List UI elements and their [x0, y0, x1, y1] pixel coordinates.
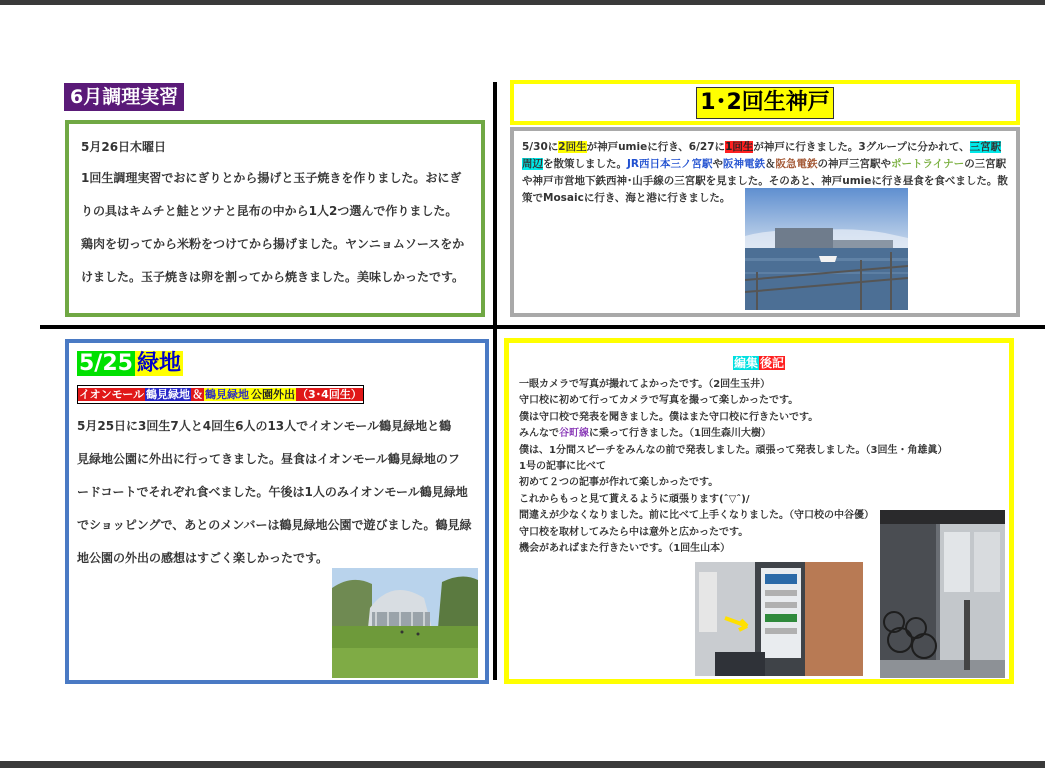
editor-title-a: 編集 — [733, 356, 758, 370]
editor-line: 僕は守口校で発表を聞きました。僕はまた守口校に行きたいです。 — [519, 411, 819, 423]
cooking-title: 6月調理実習 — [64, 83, 184, 111]
kobe-text-part: 1回生 — [725, 141, 754, 153]
kobe-text-part: が神戸に行きました。3グループに分かれて、 — [753, 141, 970, 153]
editor-title — [519, 353, 999, 373]
top-bar — [0, 0, 1045, 5]
kobe-text-part: ＆ — [765, 158, 776, 170]
editor-line: 1号の記事に比べて — [519, 461, 606, 473]
editor-article — [504, 338, 1014, 684]
cooking-article — [65, 120, 485, 317]
tsurumi-subtitle-part: 鶴見緑地 — [146, 388, 191, 401]
kobe-title-frame — [510, 80, 1020, 125]
kobe-text-part: の三宮駅や神戸市営地下鉄西神･山手線の三宮駅を見ました。そのあと、神戸umieに行き昼食を食べました。散策でMosaicに行き、海と港に行きました。 — [522, 158, 1008, 204]
tsurumi-subtitle-part: （3･4回生） — [297, 388, 362, 401]
park-photo — [332, 568, 478, 678]
tsurumi-title-place: 緑地 — [136, 351, 181, 376]
tsurumi-line: 地公園の外出の感想はすごく楽しかったです。 — [77, 551, 329, 565]
tsurumi-line: でショッピングで、あとのメンバーは鶴見緑地公園で遊びました。鶴見緑 — [77, 518, 472, 532]
horizontal-divider — [40, 325, 1045, 329]
cooking-line: 鶏肉を切ってから米粉をつけてから揚げました。ヤンニョムソースをか — [81, 237, 465, 251]
editor-line: 一眼カメラで写真が撮れてよかったです。（2回生玉井） — [519, 379, 771, 390]
tsurumi-subtitle-part: 公園外出 — [251, 388, 296, 401]
tsurumi-body — [77, 410, 477, 575]
kobe-text-part: 阪神電鉄 — [723, 158, 765, 170]
tsurumi-subtitle-part: 鶴見緑地 — [205, 388, 250, 401]
kobe-text-part: が神戸umieに行き、6/27に — [586, 141, 726, 153]
kobe-text-part: 5/30に — [522, 141, 559, 153]
cooking-line: りの具はキムチと鮭とツナと昆布の中から1人2つ選んで作りました。 — [81, 204, 458, 218]
tsurumi-title-date: 5/25 — [79, 351, 133, 376]
kobe-text-part: の神戸三宮駅や — [817, 158, 891, 170]
editor-line: 初めて２つの記事が作れて楽しかったです。 — [519, 477, 719, 489]
kobe-text-part: 三宮駅周辺 — [522, 141, 1002, 170]
kobe-text-part: 2回生 — [558, 141, 587, 153]
tsurumi-subtitle-part: ＆ — [192, 388, 204, 401]
kobe-title: 1･2回生神戸 — [696, 87, 834, 119]
editor-line: みんなで谷町線に乗って行きました。（1回生森川大樹） — [519, 428, 771, 440]
kobe-text-part: 阪急電鉄 — [775, 158, 818, 170]
editor-line: これからもっと見て貰えるように頑張ります(ˆ▽ˆ)/ — [519, 493, 750, 505]
editor-line: 機会があればまた行きたいです。（1回生山本） — [519, 543, 731, 555]
editor-line: 守口校に初めて行ってカメラで写真を撮って楽しかったです。 — [519, 395, 799, 407]
tsurumi-title — [77, 349, 183, 379]
cooking-line: けました。玉子焼きは卵を割ってから焼きました。美味しかったです。 — [81, 270, 465, 284]
tsurumi-line: 見緑地公園に外出に行ってきました。昼食はイオンモール鶴見緑地のフ — [77, 452, 460, 466]
kobe-text-part: や — [712, 158, 723, 170]
editor-line: 守口校を取材してみたら中は意外と広かったです。 — [519, 526, 749, 538]
kobe-article — [510, 127, 1020, 317]
bicycle-parking-photo — [880, 510, 1005, 678]
tsurumi-line: ードコートでそれぞれ食べました。午後は1人のみイオンモール鶴見緑地 — [77, 485, 468, 499]
tsurumi-line: 5月25日に3回生7人と4回生6人の13人でイオンモール鶴見緑地と鶴 — [77, 419, 452, 433]
editor-line: 僕は、1分間スピーチをみんなの前で発表しました。頑張って発表しました。（3回生・角雄眞） — [519, 444, 948, 456]
building-entrance-photo — [695, 562, 863, 676]
cooking-line: 1回生調理実習でおにぎりとから揚げと玉子焼きを作りました。おにぎ — [81, 171, 462, 185]
tsurumi-subtitle-part: イオンモール — [79, 388, 145, 401]
tsurumi-subtitle — [77, 385, 364, 404]
editor-line: 間違えが少なくなりました。前に比べて上手くなりました。（守口校の中谷優） — [519, 510, 874, 522]
kobe-text-part: JR西日本三ノ宮駅 — [627, 158, 713, 170]
editor-title-b: 後記 — [760, 356, 785, 370]
kobe-harbor-photo — [745, 188, 908, 310]
vertical-divider — [493, 82, 497, 680]
cooking-date: 5月26日木曜日 — [81, 140, 167, 154]
tsurumi-article — [65, 339, 489, 684]
kobe-text-part: ポートライナー — [891, 158, 965, 170]
kobe-text-part: を散策しました。 — [543, 158, 627, 170]
bottom-bar — [0, 761, 1045, 768]
